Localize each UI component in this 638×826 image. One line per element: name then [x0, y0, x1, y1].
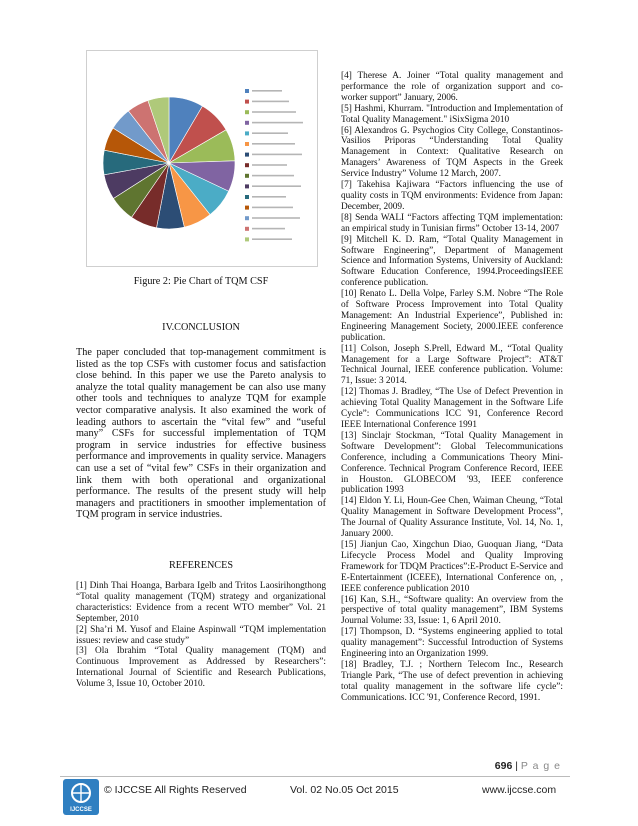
pie-chart: [87, 51, 317, 266]
legend-label-placeholder: [252, 143, 295, 145]
page-number-value: 696: [494, 760, 513, 772]
legend-swatch: [245, 174, 249, 178]
page-separator: |: [515, 760, 521, 772]
copyright-text: © IJCCSE All Rights Reserved: [104, 784, 247, 796]
reference-item: [11] Colson, Joseph S.Prell, Edward M., “Total Quality Management for a Large Software Project”: AT&T Technical Journal, IEEE conference publication. Volume: 71, Issue: 3 2014.: [341, 343, 563, 387]
reference-item: [10] Renato L. Della Volpe, Farley S.M. Nobre “The Role of Software Process Improvement into Total Quality Management: An Industrial Experience”, Published in: Engineering Management Society, 2000.IEEE conference publication.: [341, 289, 563, 343]
reference-item: [8] Senda WALI “Factors affecting TQM implementation: an empirical study in Tunisian firms” October 13-14, 2007: [341, 212, 563, 234]
page-number: [495, 760, 561, 772]
reference-item: [6] Alexandros G. Psychogios City College, Constantinos-Vasilios Priporas “Understanding Total Quality Management in Context: Qualitative Research on Managers’ Awareness of TQM Aspects in the Greek Service Industry” Volume 12 March, 2007.: [341, 125, 563, 180]
references-right-column: [341, 71, 563, 704]
reference-item: [7] Takehisa Kajiwara “Factors influencing the use of quality costs in TQM environments: Evidence from Japan: December, 2009.: [341, 180, 563, 212]
legend-label-placeholder: [252, 132, 288, 134]
legend-swatch: [245, 121, 249, 125]
reference-item: [15] Jianjun Cao, Xingchun Diao, Guoquan Jiang, “Data Lifecycle Process Model and Quality Improving Framework for TDQM Practices”:E-Product E-Service and E-Entertainment (ICEEE), International Conference on, , IEEE conference publication 2010: [341, 539, 563, 594]
reference-item: [14] Eldon Y. Li, Houn-Gee Chen, Waiman Cheung, “Total Quality Management in Software Development Process”, The Journal of Quality Assurance Institute, Vol. 14, No. 1, January 2000.: [341, 496, 563, 540]
reference-item: [12] Thomas J. Bradley, “The Use of Defect Prevention in achieving Total Quality Management in the Software Life Cycle”: Communications ICC '91, Conference Record IEEE International Conference 1991: [341, 387, 563, 430]
reference-item: [16] Kan, S.H., “Software quality: An overview from the perspective of total quality management”, IBM Systems Journal Volume: 33, Issue: 1, 6 April 2010.: [341, 594, 563, 627]
legend-label-placeholder: [252, 111, 296, 113]
reference-item: [17] Thompson, D. “Systems engineering applied to total quality management”: Successful Introduction of Systems Engineering into an Organization 1999.: [341, 627, 563, 660]
legend-label-placeholder: [252, 164, 287, 166]
legend-label-placeholder: [252, 122, 303, 124]
legend-label-placeholder: [252, 217, 300, 219]
reference-item: [4] Therese A. Joiner “Total quality management and performance the role of organization support and co-worker support” January, 2006.: [341, 71, 563, 103]
legend-swatch: [245, 184, 249, 188]
figure-caption: Figure 2: Pie Chart of TQM CSF: [133, 276, 269, 287]
legend-label-placeholder: [252, 196, 286, 198]
legend-label-placeholder: [252, 175, 294, 177]
legend-swatch: [245, 110, 249, 114]
conclusion-body: The paper concluded that top-management commitment is listed as the top CSFs with customer focus and satisfaction close behind. In this paper we use the Pareto analysis to analyze the total quality management be can also use many other tools and techniques to analyze TQM for example vector comparative analysis. It also examined the work of leading authors to ascertain the “vital few” and “useful many” CSFs for successful implementation of TQM program in service industries for effective business performance and improvements in quality service. Managers can use a set of “vital few” CSFs in their organization and link them with both operational and organizational performance. The results of the present study will help managers and practitioners in smoother implementation of TQM program in service industries.: [76, 347, 326, 521]
pie-chart-figure: [86, 50, 318, 267]
legend-swatch: [245, 195, 249, 199]
legend-label-placeholder: [252, 228, 285, 230]
legend-swatch: [245, 89, 249, 93]
legend-swatch: [245, 216, 249, 220]
legend-label-placeholder: [252, 90, 282, 92]
legend-swatch: [245, 227, 249, 231]
reference-item: [3] Ola Ibrahim “Total Quality management (TQM) and Continuous Improvement as Addressed by Researchers”: International Journal of Scientific and Research Publications, Volume 3, Issue 10, October 2010.: [76, 646, 326, 690]
reference-item: [1] Dinh Thai Hoanga, Barbara Igelb and Tritos Laosirihongthong “Total quality management (TQM) strategy and organizational characteristics: Evidence from a recent WTO member” Vol. 21 September, 2010: [76, 581, 326, 624]
legend-label-placeholder: [252, 185, 301, 187]
svg-text:IJCCSE: IJCCSE: [70, 807, 92, 813]
reference-item: [18] Bradley, T.J. ; Northern Telecom Inc., Research Triangle Park, “The use of defect prevention in achieving total quality management in the software life cycle”: Communications. ICC '91, Conference Record, 1991.: [341, 659, 563, 703]
reference-item: [13] Sinclajr Stockman, “Total Quality Management in Software Development”: Global Telecommunications Conference, including a Communications Theory Mini-Conference. Technical Program Conference Record, IEEE in Houston. GLOBECOM '93, IEEE conference publication 1993: [341, 430, 563, 496]
legend-swatch: [245, 142, 249, 146]
legend-label-placeholder: [252, 154, 302, 156]
legend-swatch: [245, 153, 249, 157]
legend-label-placeholder: [252, 207, 293, 209]
journal-logo: [62, 778, 100, 816]
page-label: P a g e: [520, 760, 561, 772]
website-link[interactable]: www.ijccse.com: [482, 784, 557, 796]
legend-swatch: [245, 131, 249, 135]
legend-swatch: [245, 206, 249, 210]
conclusion-heading: IV.CONCLUSION: [162, 322, 240, 333]
volume-text: Vol. 02 No.05 Oct 2015: [290, 784, 399, 796]
reference-item: [5] Hashmi, Khurram. "Introduction and Implementation of Total Quality Management." iSixSigma 2010: [341, 103, 563, 125]
legend-swatch: [245, 237, 249, 241]
footer-divider: [60, 776, 570, 777]
legend-swatch: [245, 100, 249, 104]
legend-swatch: [245, 163, 249, 167]
legend-label-placeholder: [252, 101, 289, 103]
reference-item: [2] Sha’ri M. Yusof and Elaine Aspinwall “TQM implementation issues: review and case study”: [76, 624, 326, 646]
references-left-column: [76, 581, 326, 690]
references-heading: REFERENCES: [169, 560, 233, 571]
reference-item: [9] Mitchell K. D. Ram, “Total Quality Management in Software Engineering”, Department of Management Science and Information Systems, University of Auckland: Software Education Conference, 1994.ProceedingsIEEE conference publication.: [341, 234, 563, 289]
legend-label-placeholder: [252, 238, 292, 240]
